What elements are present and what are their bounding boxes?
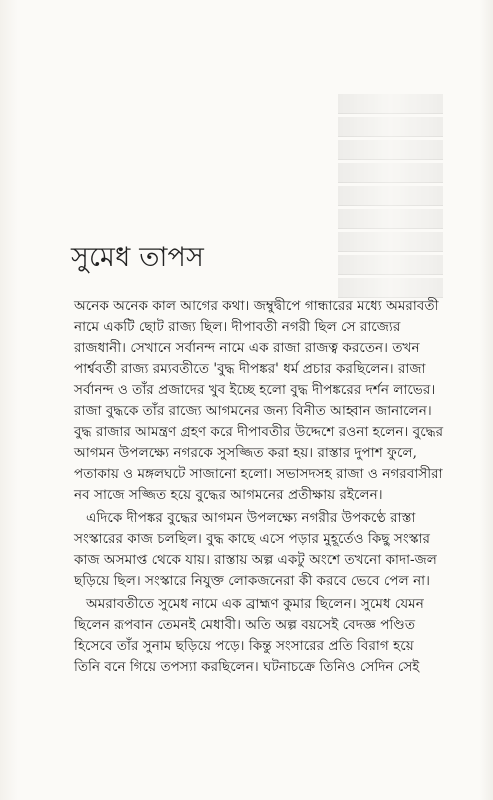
show-through-line <box>338 186 443 206</box>
show-through-line <box>338 140 443 160</box>
text-line: নামে একটি ছোট রাজ্য ছিল। দীপাবতী নগরী ছিল সে রাজ্যের <box>74 319 401 335</box>
show-through-text <box>338 94 443 299</box>
text-line: হিসেবে তাঁর সুনাম ছড়িয়ে পড়ে। কিন্তু সংসারের প্রতি বিরাগ হয়ে <box>74 638 414 654</box>
chapter-title: সুমেধ তাপস <box>71 242 205 273</box>
show-through-line <box>338 163 443 183</box>
show-through-line <box>338 278 443 298</box>
text-line: বুদ্ধ রাজার আমন্ত্রণ গ্রহণ করে দীপাবতীর উদ্দেশে রওনা হলেন। বুদ্ধের <box>74 424 444 440</box>
paragraph-3 <box>74 594 424 678</box>
text-line: পতাকায় ও মঙ্গলঘটে সাজানো হলো। সভাসদসহ রাজা ও নগরবাসীরা <box>74 466 443 482</box>
text-line: তিনি বনে গিয়ে তপস্যা করছিলেন। ঘটনাচক্রে তিনিও সেদিন সেই <box>74 659 420 675</box>
paragraph-1 <box>74 296 444 506</box>
show-through-line <box>338 232 443 252</box>
text-line: রাজধানী। সেখানে সর্বানন্দ নামে এক রাজা রাজত্ব করতেন। তখন <box>74 340 420 356</box>
text-line: কাজ অসমাপ্ত থেকে যায়। রাস্তায় অল্প একটু অংশে তখনো কাদা-জল <box>74 552 437 568</box>
text-line: ছিলেন রূপবান তেমনই মেধাবী। অতি অল্প বয়সেই বেদজ্ঞ পণ্ডিত <box>74 617 416 633</box>
text-line: রাজা বুদ্ধকে তাঁর রাজ্যে আগমনের জন্য বিনীত আহ্বান জানালেন। <box>74 403 432 419</box>
chapter-body <box>74 296 444 680</box>
text-line: সর্বানন্দ ও তাঁর প্রজাদের খুব ইচ্ছে হলো বুদ্ধ দীপঙ্করের দর্শন লাভের। <box>74 382 436 398</box>
text-line: নব সাজে সজ্জিত হয়ে বুদ্ধের আগমনের প্রতীক্ষায় রইলেন। <box>74 487 383 503</box>
text-line: আগমন উপলক্ষ্যে নগরকে সুসজ্জিত করা হয়। রাস্তার দুপাশ ফুলে, <box>74 445 417 461</box>
text-line: পার্শ্ববর্তী রাজ্য রম্যবতীতে 'বুদ্ধ দীপঙ্কর' ধর্ম প্রচার করছিলেন। রাজা <box>74 361 426 377</box>
text-line: অমরাবতীতে সুমেধ নামে এক ব্রাহ্মণ কুমার ছিলেন। সুমেধ যেমন <box>86 596 424 612</box>
paragraph-2 <box>74 508 437 592</box>
show-through-line <box>338 255 443 275</box>
text-line: ছড়িয়ে ছিল। সংস্কারে নিযুক্ত লোকজনেরা কী করবে ভেবে পেল না। <box>74 573 430 589</box>
text-line: সংস্কারের কাজ চলছিল। বুদ্ধ কাছে এসে পড়ার মুহূর্তেও কিছু সংস্কার <box>74 531 430 547</box>
text-line: এদিকে দীপঙ্কর বুদ্ধের আগমন উপলক্ষ্যে নগরীর উপকণ্ঠে রাস্তা <box>86 510 416 526</box>
show-through-line <box>338 117 443 137</box>
text-line: অনেক অনেক কাল আগের কথা। জম্বুদ্বীপে গান্ধারের মধ্যে অমরাবতী <box>74 298 439 314</box>
show-through-line <box>338 209 443 229</box>
show-through-line <box>338 94 443 114</box>
